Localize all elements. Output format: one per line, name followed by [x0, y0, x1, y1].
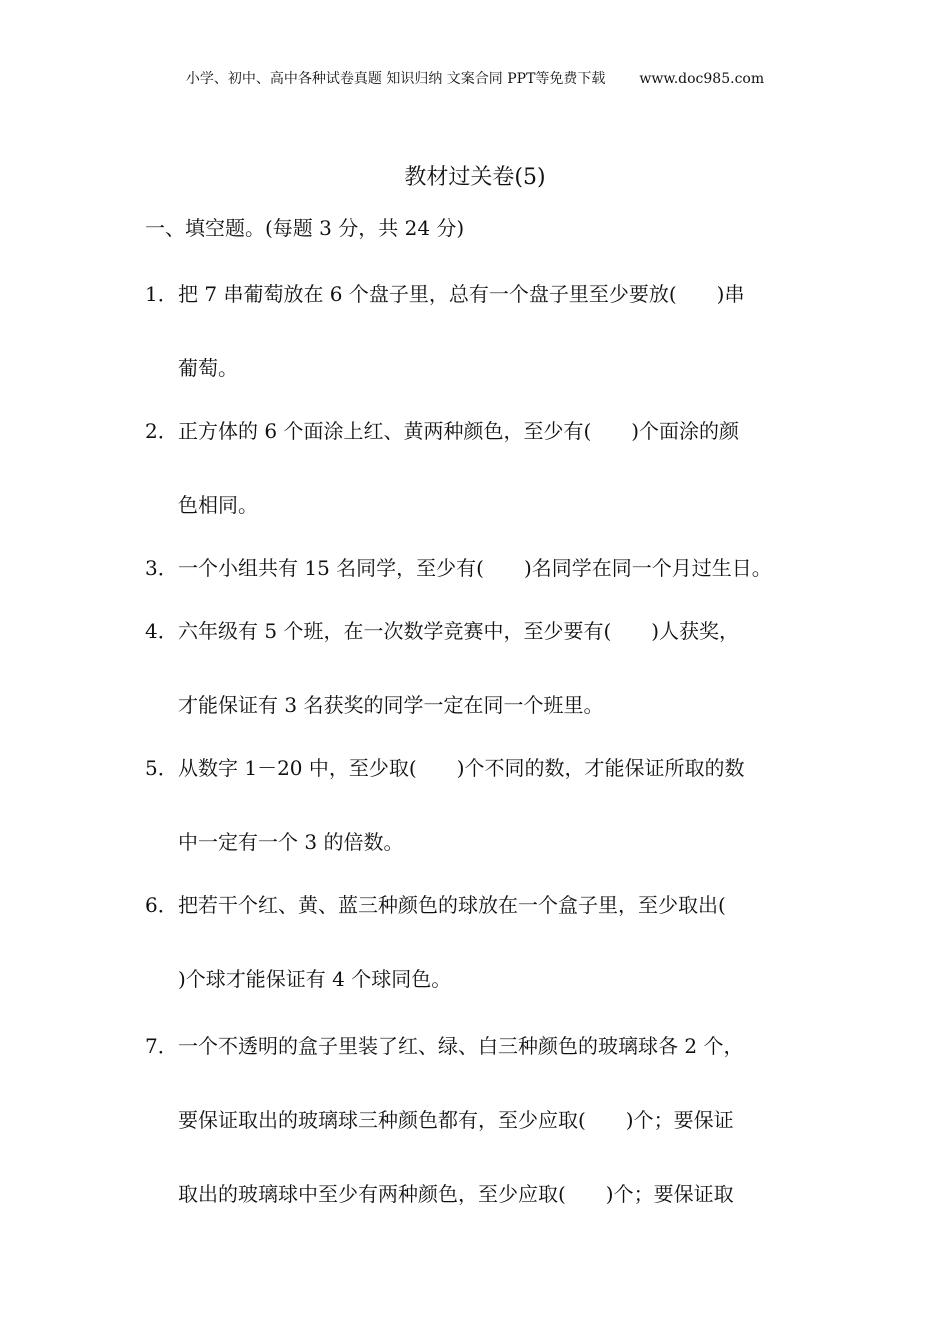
question-text: 一个不透明的盒子里装了红、绿、白三种颜色的玻璃球各 2 个， — [178, 1034, 744, 1058]
header-site: www.doc985.com — [639, 71, 765, 87]
question-number: 6． — [145, 893, 178, 917]
question-2-continued: 色相同。 — [178, 493, 258, 517]
question-6 — [145, 889, 726, 918]
question-text: 一个小组共有 15 名同学，至少有( )名同学在同一个月过生日。 — [178, 556, 772, 580]
question-number: 7． — [145, 1034, 178, 1058]
question-6-continued: )个球才能保证有 4 个球同色。 — [178, 967, 452, 991]
question-number: 4． — [145, 619, 178, 643]
question-1 — [145, 278, 744, 307]
question-number: 5． — [145, 756, 178, 780]
question-text: 从数字 1－20 中，至少取( )个不同的数，才能保证所取的数 — [178, 756, 745, 780]
question-5-continued: 中一定有一个 3 的倍数。 — [178, 830, 404, 854]
question-4 — [145, 615, 739, 644]
question-3 — [145, 552, 772, 581]
question-5 — [145, 752, 745, 781]
question-text: 把若干个红、黄、蓝三种颜色的球放在一个盒子里，至少取出( — [178, 893, 726, 917]
question-number: 1． — [145, 282, 178, 306]
question-text: 把 7 串葡萄放在 6 个盘子里，总有一个盘子里至少要放( )串 — [178, 282, 745, 306]
question-number: 3． — [145, 556, 178, 580]
question-4-continued: 才能保证有 3 名获奖的同学一定在同一个班里。 — [178, 693, 604, 717]
question-number: 2． — [145, 419, 178, 443]
question-7-continued: 要保证取出的玻璃球三种颜色都有，至少应取( )个；要保证 — [178, 1108, 734, 1132]
question-text: 六年级有 5 个班，在一次数学竞赛中，至少要有( )人获奖， — [178, 619, 740, 643]
question-7 — [145, 1030, 743, 1059]
question-1-continued: 葡萄。 — [178, 356, 238, 380]
question-7-continued: 取出的玻璃球中至少有两种颜色，至少应取( )个；要保证取 — [178, 1182, 734, 1206]
page-header — [0, 68, 950, 88]
header-text: 小学、初中、高中各种试卷真题 知识归纳 文案合同 PPT等免费下载 — [185, 71, 606, 87]
question-text: 正方体的 6 个面涂上红、黄两种颜色，至少有( )个面涂的颜 — [178, 419, 740, 443]
page-title: 教材过关卷(5) — [404, 165, 546, 190]
section-heading: 一、填空题。(每题 3 分，共 24 分) — [145, 216, 465, 240]
question-2 — [145, 415, 739, 444]
